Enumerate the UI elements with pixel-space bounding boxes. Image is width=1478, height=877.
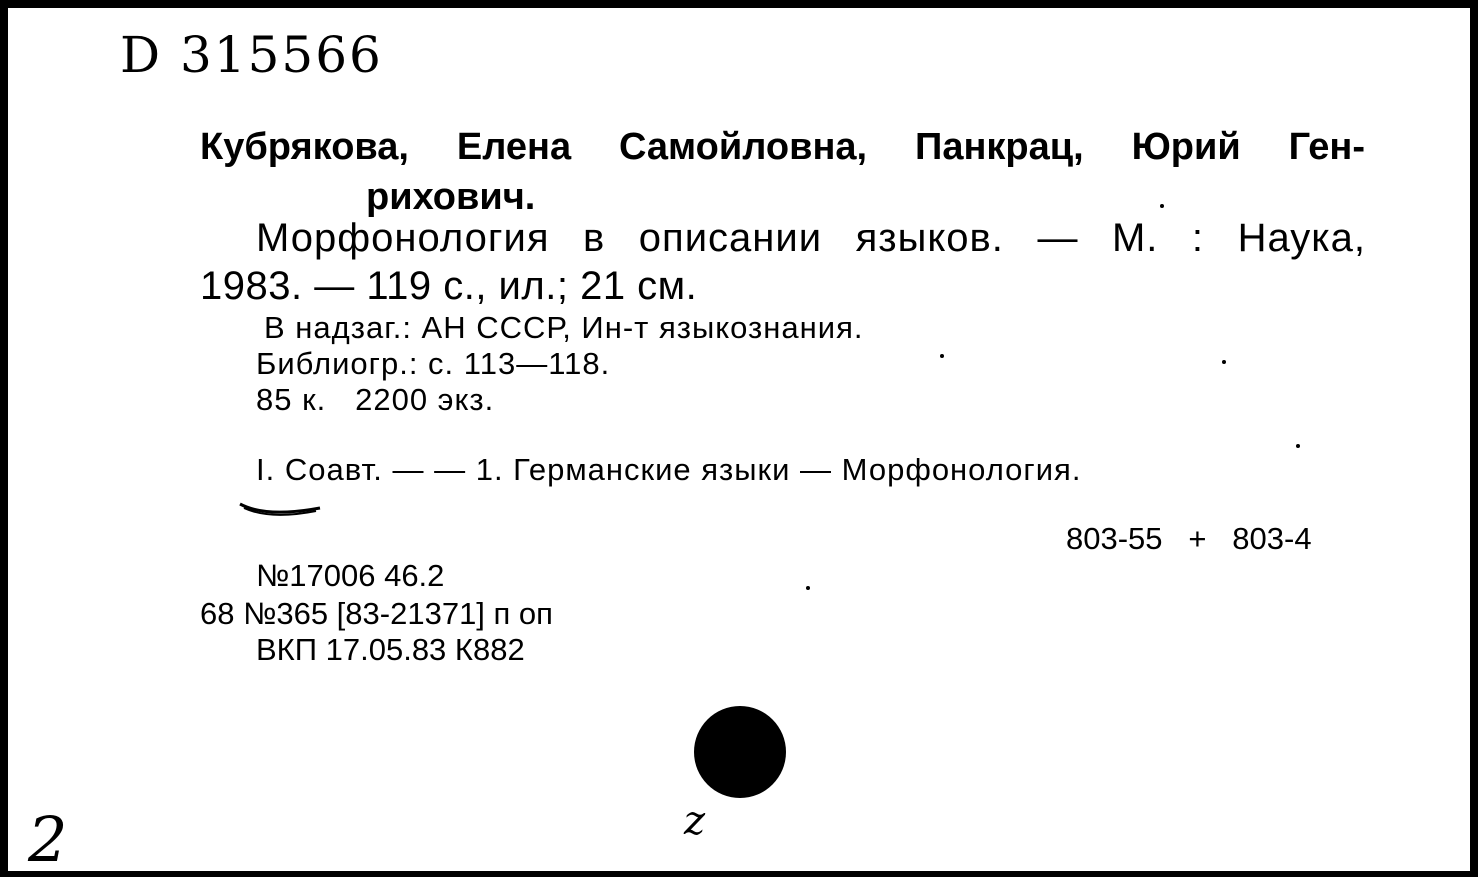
speck [1296, 444, 1300, 448]
note-bibliography: Библиогр.: с. 113—118. [256, 346, 611, 381]
author-line-1: Кубрякова, Елена Самойловна, Панкрац, Юрий Ген- [200, 126, 1365, 168]
note-sponsor: В надзаг.: АН СССР, Ин-т языкознания. [264, 310, 864, 345]
note-price-print-run: 85 к. 2200 экз. [256, 382, 495, 417]
handwritten-mark-center: z [684, 798, 706, 844]
catalog-line-2: 68 №365 [83-21371] п оп [200, 596, 553, 631]
publication-line: 1983. — 119 с., ил.; 21 см. [200, 264, 698, 308]
catalog-line-1: №17006 46.2 [256, 558, 445, 593]
tracing-line: I. Соавт. — — 1. Германские языки — Морфонология. [256, 452, 1082, 487]
author-line-2: рихович. [366, 176, 536, 218]
catalog-line-3: ВКП 17.05.83 К882 [256, 632, 525, 667]
title-line: Морфонология в описании языков. — М. : Наука, [256, 216, 1366, 260]
handwritten-underline-mark [236, 496, 326, 526]
speck [1222, 360, 1226, 364]
speck [1160, 204, 1164, 208]
punch-hole [694, 706, 786, 798]
speck [806, 586, 810, 590]
call-number: D 315566 [120, 26, 383, 84]
udc-classification: 803-55 + 803-4 [1066, 521, 1312, 556]
speck [940, 354, 944, 358]
handwritten-mark-left: 2 [28, 803, 68, 876]
